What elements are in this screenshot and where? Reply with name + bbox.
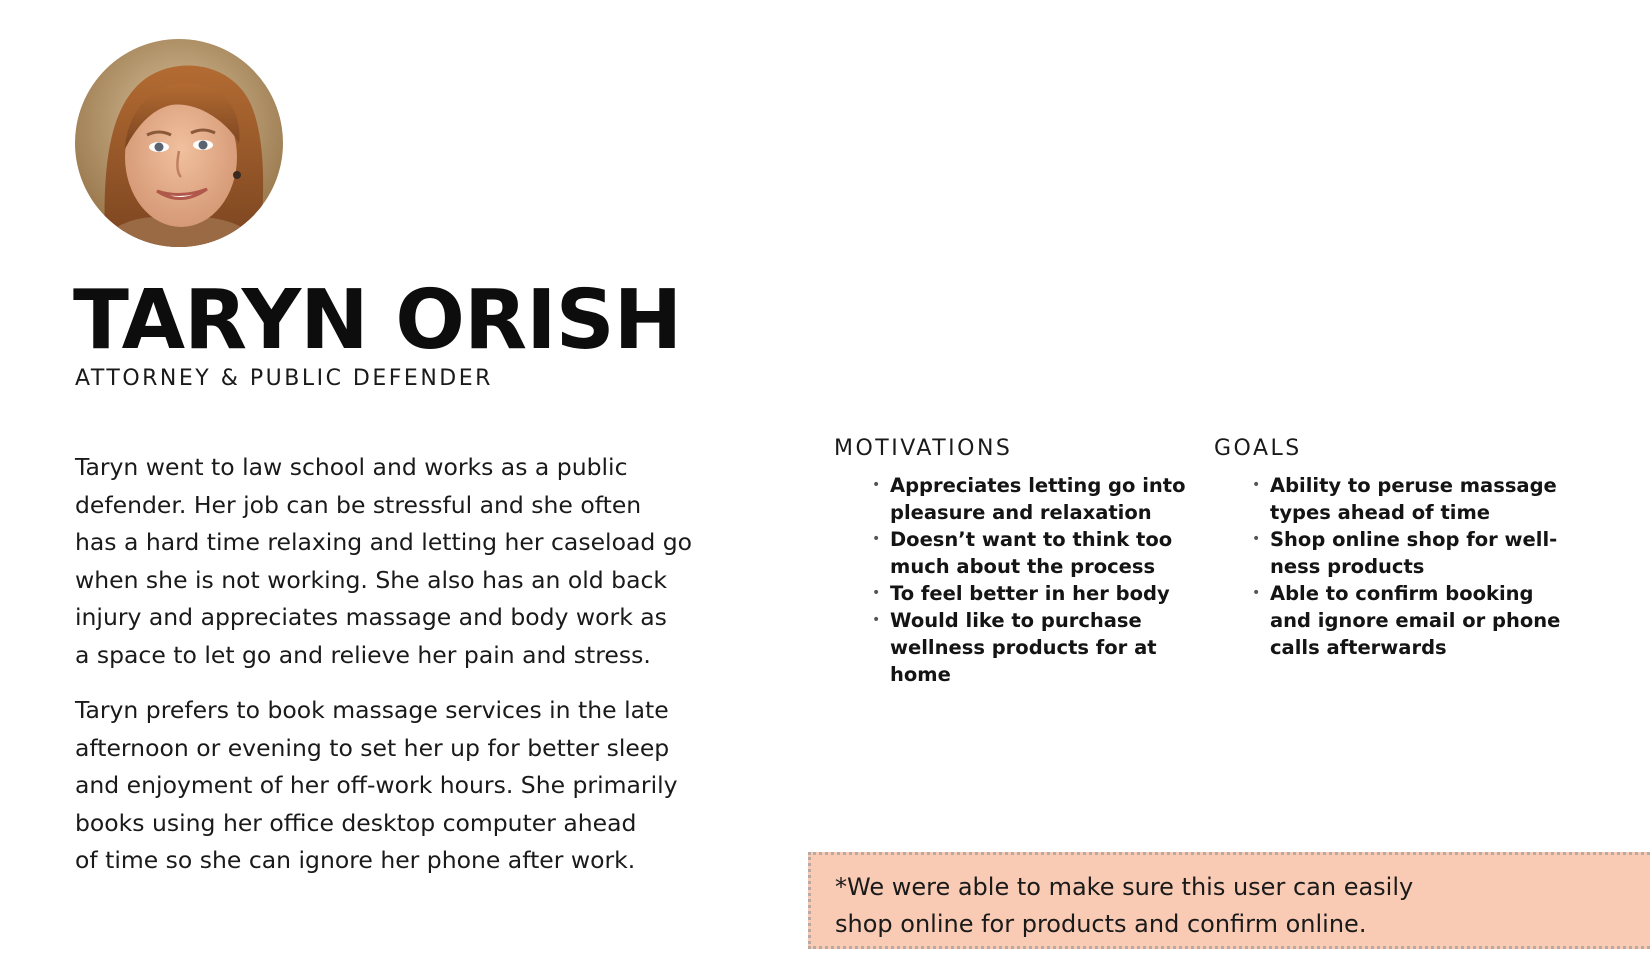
goal-item (1252, 526, 1574, 580)
woman-portrait-icon (75, 39, 283, 247)
bullet-icon: • (872, 585, 881, 601)
goal-text: Able to confirm booking and ignore email or phone calls afterwards (1270, 582, 1561, 659)
bullet-icon: • (872, 612, 881, 628)
motivation-text: Doesn’t want to think too much about the process (890, 528, 1173, 578)
bullet-icon: • (872, 477, 881, 493)
persona-bio (75, 449, 775, 880)
motivation-item (872, 607, 1194, 688)
callout-note (808, 852, 1650, 949)
goal-item (1252, 580, 1574, 661)
goals-list (1214, 472, 1574, 661)
bullet-icon: • (1252, 477, 1261, 493)
bio-paragraph-1: Taryn went to law school and works as a public defender. Her job can be stressful and she often has a hard time relaxing and letting her caseload go when she is not working. She also has an old back injury and appreciates massage and body work as a space to let go and relieve her pain and stress. (75, 453, 693, 669)
motivations-list (834, 472, 1194, 688)
goals-section (1214, 436, 1574, 661)
persona-job-title: ATTORNEY & PUBLIC DEFENDER (75, 366, 493, 391)
motivations-section (834, 436, 1194, 688)
goal-text: Shop online shop for well- ness products (1270, 528, 1558, 578)
goal-item (1252, 472, 1574, 526)
motivations-heading: MOTIVATIONS (834, 436, 1013, 461)
motivation-text: Would like to purchase wellness products for at home (890, 609, 1157, 686)
bullet-icon: • (872, 531, 881, 547)
callout-note-text: *We were able to make sure this user can easily shop online for products and confirm online. (835, 873, 1414, 938)
bullet-icon: • (1252, 585, 1261, 601)
bio-paragraph-2: Taryn prefers to book massage services in the late afternoon or evening to set her up for better sleep and enjoyment of her off-work hours. She primarily books using her office desktop computer ahead of time so she can ignore her phone after work. (75, 696, 678, 874)
bullet-icon: • (1252, 531, 1261, 547)
motivation-text: To feel better in her body (890, 582, 1170, 605)
motivation-item (872, 526, 1194, 580)
motivation-item (872, 472, 1194, 526)
persona-name: TARYN ORISH (73, 273, 682, 368)
goal-text: Ability to peruse massage types ahead of time (1270, 474, 1557, 524)
motivation-text: Appreciates letting go into pleasure and relaxation (890, 474, 1186, 524)
goals-heading: GOALS (1214, 436, 1302, 461)
persona-avatar (75, 39, 283, 247)
motivation-item (872, 580, 1194, 607)
